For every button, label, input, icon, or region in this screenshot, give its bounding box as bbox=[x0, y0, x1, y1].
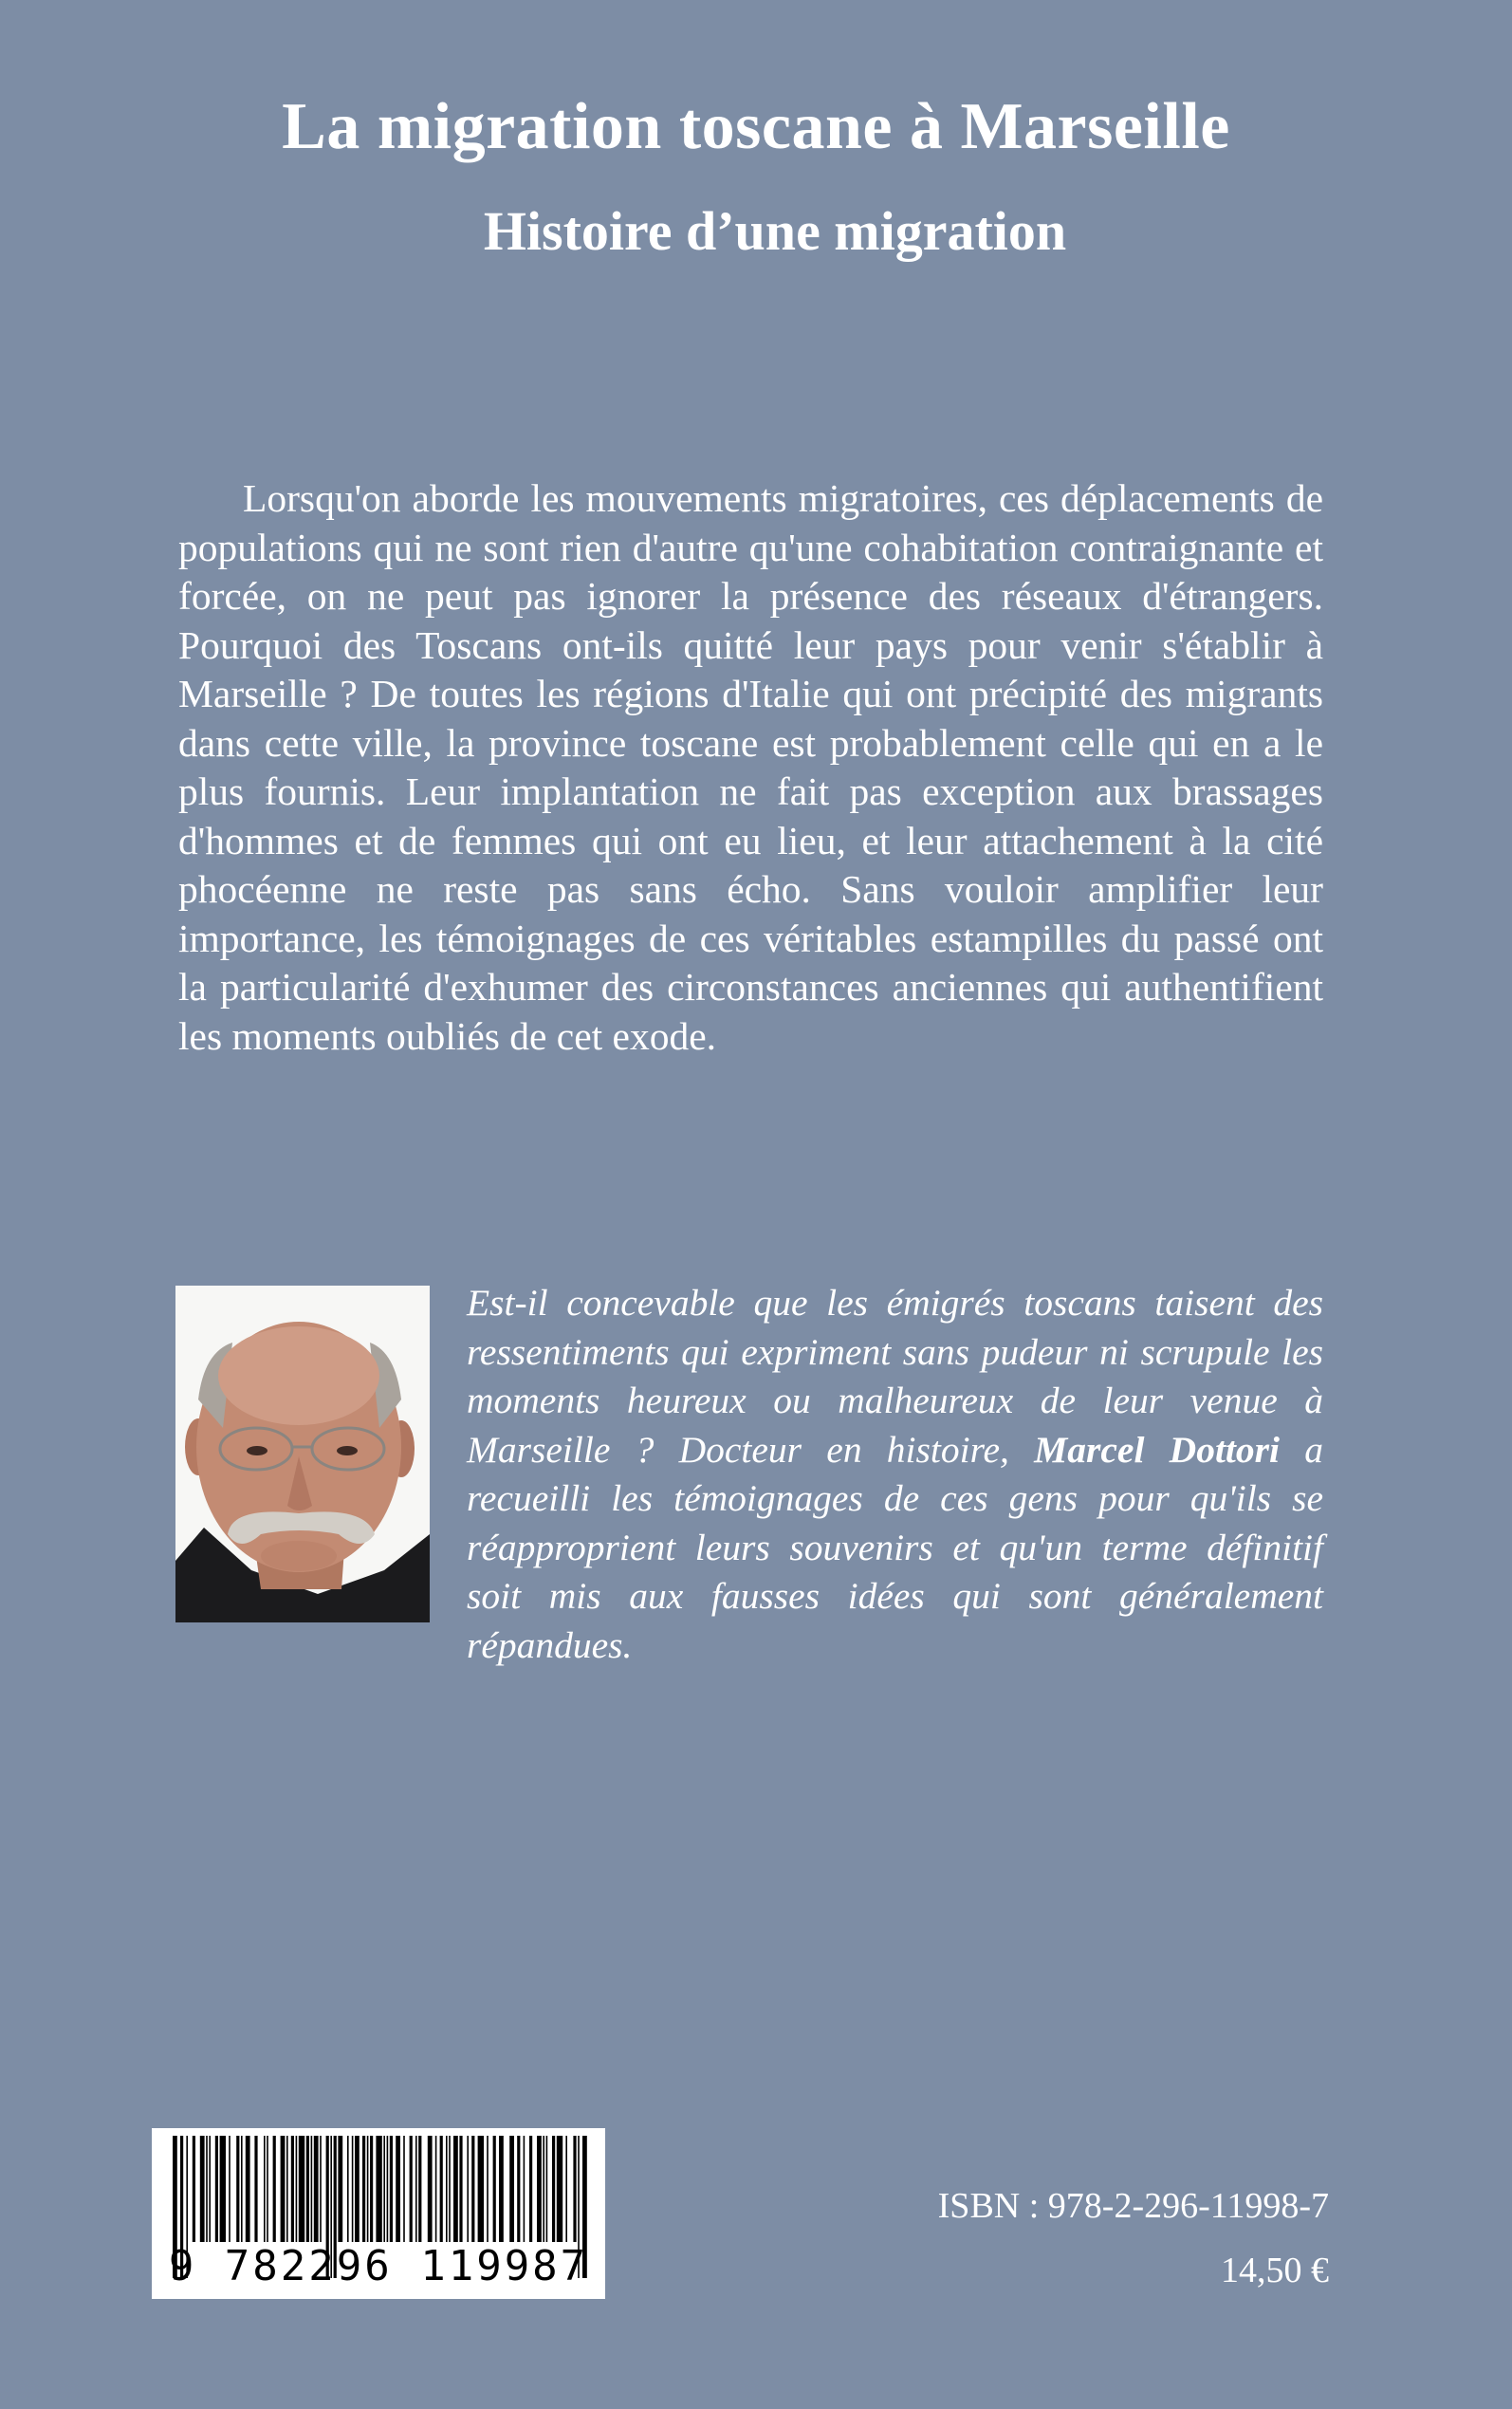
barcode-bar bbox=[246, 2136, 250, 2242]
author-portrait-image bbox=[175, 1286, 430, 1622]
barcode-bar bbox=[311, 2136, 313, 2242]
barcode-bar bbox=[273, 2136, 276, 2242]
barcode-bar bbox=[529, 2136, 532, 2242]
barcode-bar bbox=[565, 2136, 567, 2242]
barcode-bar bbox=[241, 2136, 243, 2242]
barcode-bar bbox=[229, 2136, 230, 2242]
barcode-bar bbox=[193, 2136, 195, 2242]
barcode-bar bbox=[367, 2136, 369, 2242]
barcode bbox=[152, 2128, 605, 2299]
barcode-bar bbox=[410, 2136, 413, 2242]
barcode-bar bbox=[338, 2136, 342, 2242]
barcode-bar bbox=[376, 2136, 381, 2242]
blurb-paragraph: Lorsqu'on aborde les mouvements migratoires, ces déplacements de populations qui ne sont rien d'autre qu'une cohabitation contraignante et forcée, on ne peut pas ignorer la présence des réseaux d'étrangers. Pourquoi des Toscans ont-ils quitté leur pays pour venir s'établir à Marseille ? De toutes les régions d'Italie qui ont précipité des migrants dans cette ville, la province toscane est probablement celle qui en a le plus fournis. Leur implantation ne fait pas exception aux brassages d'hommes et de femmes qui ont eu lieu, et leur attachement à la cité phocéenne ne reste pas sans écho. Sans vouloir amplifier leur importance, les témoignages de ces véritables estampilles du passé ont la particularité d'exhumer des circonstances anciennes qui authentifient les moments oubliés de cet exode. bbox=[178, 476, 1323, 1058]
barcode-bar bbox=[517, 2136, 520, 2242]
barcode-bar bbox=[370, 2136, 373, 2242]
barcode-bar bbox=[499, 2136, 504, 2242]
barcode-bar bbox=[467, 2136, 469, 2242]
barcode-bar bbox=[306, 2136, 309, 2242]
barcode-bar bbox=[206, 2136, 208, 2242]
barcode-bar bbox=[390, 2136, 393, 2242]
barcode-bar bbox=[573, 2136, 576, 2242]
barcode-bar bbox=[546, 2136, 548, 2242]
author-bio bbox=[467, 1279, 1323, 1670]
barcode-digits: 9 782296 119987 bbox=[168, 2242, 589, 2290]
barcode-bar bbox=[291, 2136, 294, 2242]
barcode-bar bbox=[403, 2136, 405, 2242]
barcode-bar bbox=[459, 2136, 462, 2242]
barcode-bar bbox=[537, 2136, 542, 2242]
barcode-bar bbox=[347, 2136, 349, 2242]
barcode-bar bbox=[396, 2136, 400, 2242]
barcode-bar bbox=[264, 2136, 266, 2242]
barcode-bar bbox=[446, 2136, 448, 2242]
barcode-bar bbox=[440, 2136, 443, 2242]
barcode-bar bbox=[281, 2136, 286, 2242]
barcode-bar bbox=[355, 2136, 360, 2242]
barcode-bar bbox=[296, 2136, 298, 2242]
bio-text-before: Est-il concevable que les émigrés toscans taisent des ressentiments qui expriment sans pudeur ni scrupule les moments heureux ou malheureux de leur venue à Marseille ? Docteur en histoire, bbox=[467, 1282, 1323, 1471]
barcode-bar bbox=[209, 2136, 211, 2242]
barcode-bar bbox=[220, 2136, 226, 2242]
barcode-bar bbox=[352, 2136, 354, 2242]
barcode-bar bbox=[453, 2136, 458, 2242]
barcode-bar bbox=[314, 2136, 319, 2242]
barcode-bar bbox=[435, 2136, 437, 2242]
barcode-bar bbox=[524, 2136, 526, 2242]
author-photo bbox=[175, 1286, 430, 1622]
barcode-bar bbox=[415, 2136, 417, 2242]
barcode-bar bbox=[428, 2136, 433, 2242]
barcode-bar bbox=[236, 2136, 239, 2242]
barcode-bar bbox=[552, 2136, 555, 2242]
book-title: La migration toscane à Marseille bbox=[282, 90, 1230, 163]
barcode-bar bbox=[254, 2136, 257, 2242]
barcode-bar bbox=[543, 2136, 544, 2242]
barcode-bar bbox=[509, 2136, 514, 2242]
barcode-bar bbox=[387, 2136, 389, 2242]
book-subtitle: Histoire d’une migration bbox=[483, 200, 1067, 262]
bio-text-after: a recueilli les témoignages de ces gens pour qu'ils se réapproprient leurs souvenirs et qu'un terme définitif soit mis aux fausses idées qui sont généralement répandues. bbox=[467, 1428, 1323, 1666]
barcode-bar bbox=[449, 2136, 451, 2242]
barcode-bar bbox=[557, 2136, 562, 2242]
author-name: Marcel Dottori bbox=[1034, 1428, 1280, 1471]
barcode-bar bbox=[267, 2136, 268, 2242]
barcode-bar bbox=[471, 2136, 474, 2242]
barcode-bar bbox=[286, 2136, 288, 2242]
barcode-bar bbox=[418, 2136, 421, 2242]
barcode-bar bbox=[299, 2136, 304, 2242]
barcode-bar bbox=[493, 2136, 496, 2242]
barcode-bar bbox=[200, 2136, 205, 2242]
barcode-bar bbox=[478, 2136, 484, 2242]
barcode-bar bbox=[362, 2136, 365, 2242]
price-label: 14,50 € bbox=[1221, 2251, 1329, 2290]
isbn-number: ISBN : 978-2-296-11998-7 bbox=[937, 2186, 1329, 2226]
barcode-bar bbox=[487, 2136, 489, 2242]
barcode-bar bbox=[215, 2136, 218, 2242]
barcode-bar bbox=[383, 2136, 385, 2242]
barcode-bar bbox=[320, 2136, 322, 2242]
